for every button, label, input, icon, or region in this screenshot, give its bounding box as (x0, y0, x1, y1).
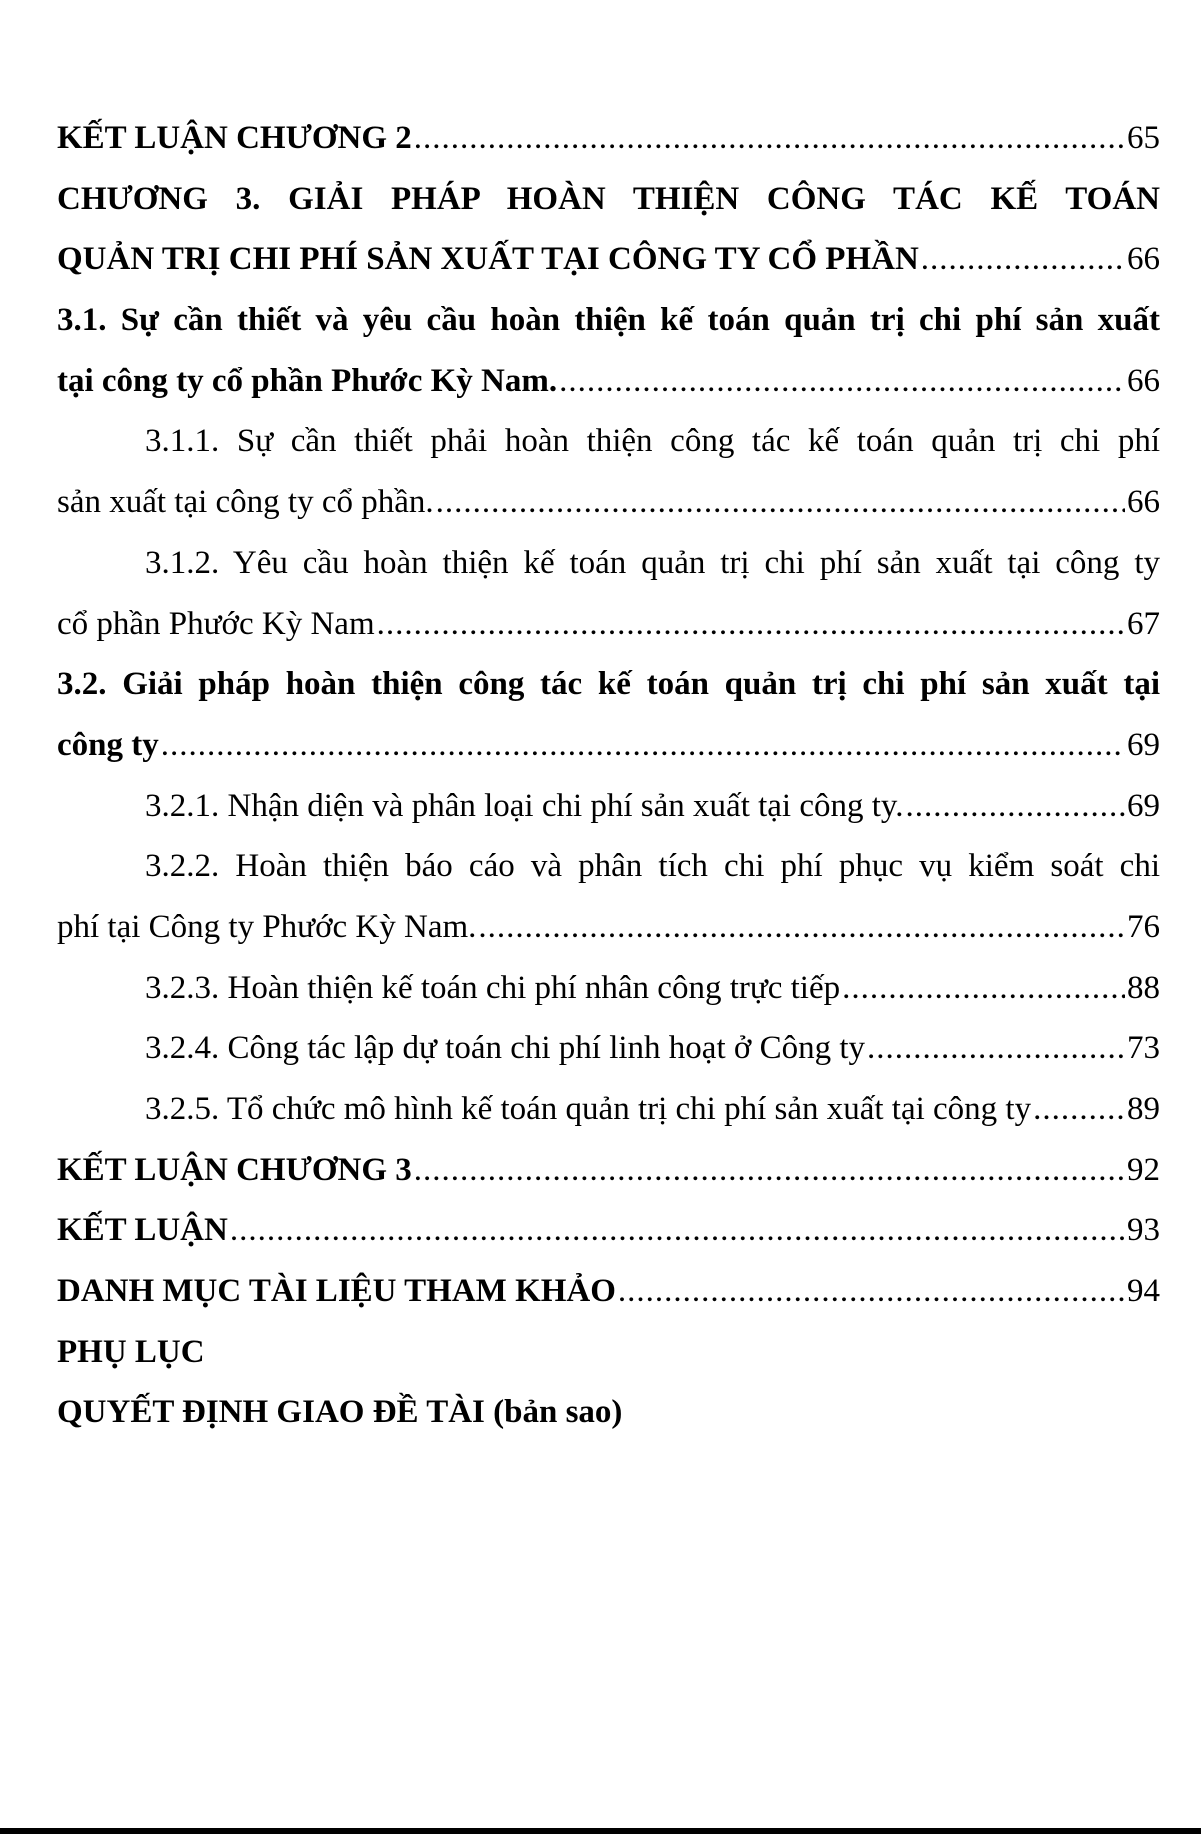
toc-page-number: 66 (1127, 484, 1160, 521)
toc-entry-3-2-line2 (57, 715, 1160, 776)
toc-page-number: 88 (1127, 969, 1160, 1006)
table-of-contents (57, 108, 1160, 1443)
toc-entry-3-2-2-line1: 3.2.2. Hoàn thiện báo cáo và phân tích chi phí phục vụ kiểm soát chi (145, 848, 1160, 885)
toc-page-number: 89 (1127, 1091, 1160, 1127)
toc-entry-3-1-1-line1: 3.1.1. Sự cần thiết phải hoàn thiện công tác kế toán quản trị chi phí (145, 423, 1160, 460)
toc-entry-3-1-line2 (57, 351, 1160, 412)
toc-entry-3-2-line1: 3.2. Giải pháp hoàn thiện công tác kế toán quản trị chi phí sản xuất tại (57, 666, 1160, 703)
toc-entry-phu-luc: PHỤ LỤC (57, 1333, 205, 1370)
dot-leader (842, 958, 1125, 1019)
toc-entry-title: tại công ty cổ phần Phước Kỳ Nam. (57, 362, 558, 399)
toc-entry-ket-luan-chuong-2 (57, 108, 1160, 169)
toc-entry-3-1-line1: 3.1. Sự cần thiết và yêu cầu hoàn thiện kế toán quản trị chi phí sản xuất (57, 302, 1160, 339)
dot-leader (161, 715, 1125, 776)
toc-entry-title: KẾT LUẬN CHƯƠNG 3 (57, 1151, 412, 1188)
toc-entry-title: 3.2.5. Tổ chức mô hình kế toán quản trị chi phí sản xuất tại công ty (145, 1091, 1032, 1127)
toc-entry-3-2-5 (57, 1079, 1160, 1140)
toc-page-number: 93 (1127, 1212, 1160, 1249)
toc-page-number: 92 (1127, 1151, 1160, 1188)
toc-entry-title: phí tại Công ty Phước Kỳ Nam. (57, 908, 477, 945)
dot-leader (377, 594, 1125, 655)
toc-entry-title: DANH MỤC TÀI LIỆU THAM KHẢO (57, 1273, 616, 1310)
dot-leader (867, 1018, 1125, 1079)
toc-entry-title: QUẢN TRỊ CHI PHÍ SẢN XUẤT TẠI CÔNG TY CỔ PHẦN (57, 241, 919, 278)
toc-page-number: 65 (1127, 120, 1160, 156)
dot-leader (559, 351, 1125, 412)
toc-entry-3-1-2-line2 (57, 594, 1160, 655)
toc-entry-title: 3.2.3. Hoàn thiện kế toán chi phí nhân công trực tiếp (145, 969, 841, 1006)
toc-page-number: 66 (1127, 241, 1160, 278)
toc-entry-title: KẾT LUẬN (57, 1212, 228, 1249)
toc-entry-title: KẾT LUẬN CHƯƠNG 2 (57, 120, 412, 156)
toc-entry-title: công ty (57, 726, 159, 763)
toc-page-number: 69 (1127, 726, 1160, 763)
toc-page-number: 73 (1127, 1030, 1160, 1067)
toc-entry-3-2-1 (57, 776, 1160, 837)
dot-leader (1033, 1079, 1125, 1140)
toc-entry-quyet-dinh: QUYẾT ĐỊNH GIAO ĐỀ TÀI (bản sao) (57, 1394, 623, 1431)
toc-entry-3-1-2-line1: 3.1.2. Yêu cầu hoàn thiện kế toán quản trị chi phí sản xuất tại công ty (145, 544, 1160, 581)
dot-leader (414, 108, 1125, 169)
toc-page-number: 76 (1127, 908, 1160, 945)
toc-entry-title: 3.2.1. Nhận diện và phân loại chi phí sản xuất tại công ty. (145, 787, 904, 824)
toc-entry-chuong-3-line1: CHƯƠNG 3. GIẢI PHÁP HOÀN THIỆN CÔNG TÁC KẾ TOÁN (57, 180, 1160, 217)
dot-leader (618, 1261, 1125, 1322)
toc-entry-3-2-3 (57, 958, 1160, 1019)
dot-leader (414, 1140, 1125, 1201)
toc-entry-3-2-2-line2 (57, 897, 1160, 958)
toc-entry-title: cổ phần Phước Kỳ Nam (57, 605, 375, 642)
dot-leader (478, 897, 1125, 958)
toc-entry-3-2-4 (57, 1018, 1160, 1079)
toc-entry-ket-luan (57, 1200, 1160, 1261)
toc-page-number: 69 (1127, 787, 1160, 824)
toc-page-number: 66 (1127, 362, 1160, 399)
dot-leader (921, 229, 1125, 290)
toc-entry-title: sản xuất tại công ty cổ phần. (57, 484, 434, 521)
toc-entry-chuong-3-line2 (57, 229, 1160, 290)
toc-entry-3-1-1-line2 (57, 472, 1160, 533)
toc-entry-ket-luan-chuong-3 (57, 1140, 1160, 1201)
dot-leader (436, 472, 1125, 533)
toc-entry-danh-muc-tai-lieu (57, 1261, 1160, 1322)
toc-page-number: 67 (1127, 605, 1160, 642)
toc-page-number: 94 (1127, 1273, 1160, 1310)
toc-entry-title: 3.2.4. Công tác lập dự toán chi phí linh hoạt ở Công ty (145, 1030, 866, 1067)
dot-leader (230, 1200, 1125, 1261)
page-bottom-border (0, 1828, 1201, 1834)
dot-leader (906, 776, 1125, 837)
